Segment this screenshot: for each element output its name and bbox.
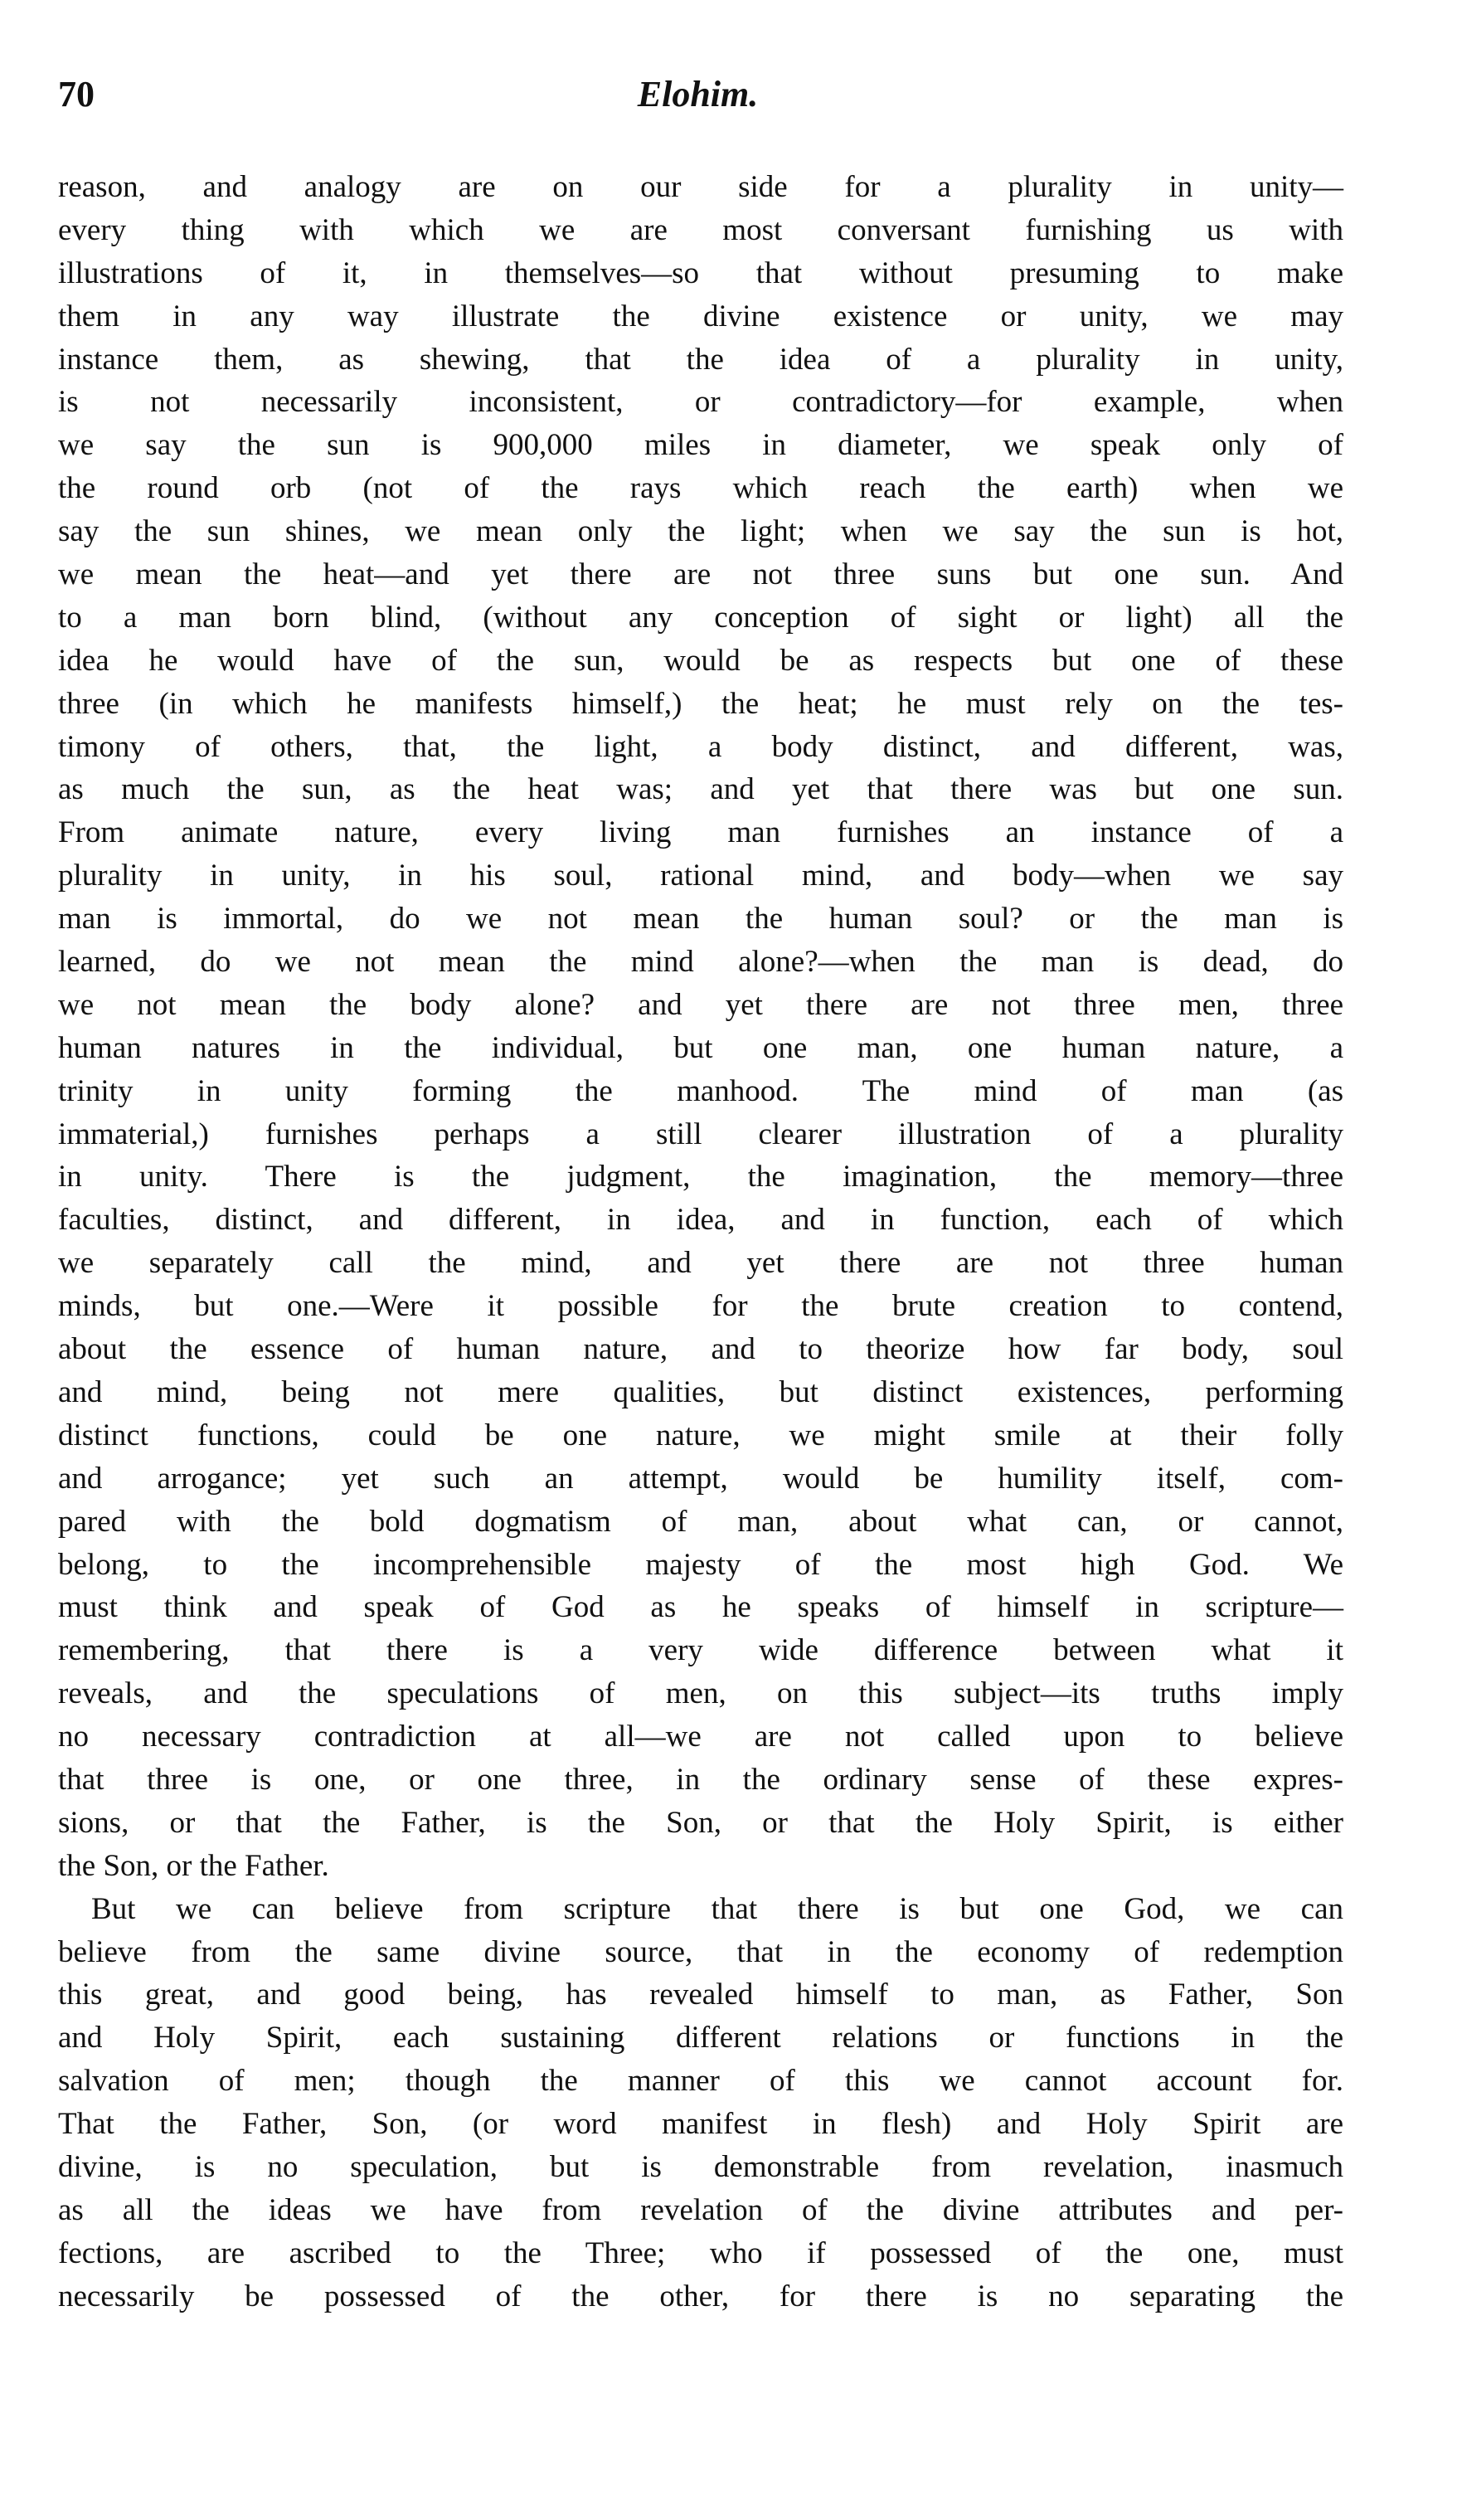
body-text [58,166,1343,2318]
text-line: in unity. There is the judgment, the imagination, the memory—three [58,1160,1343,1194]
text-line: we not mean the body alone? and yet there are not three men, three [58,987,1343,1022]
text-line: about the essence of human nature, and to theorize how far body, soul [58,1332,1343,1367]
text-line: plurality in unity, in his soul, rational mind, and body—when we say [58,859,1343,893]
text-line: every thing with which we are most conversant furnishing us with [58,212,1343,247]
text-line: the Son, or the Father. [58,1848,329,1883]
text-line: them in any way illustrate the divine existence or unity, we may [58,299,1343,333]
text-line: to a man born blind, (without any conception of sight or light) all the [58,600,1343,635]
text-line: That the Father, Son, (or word manifest in flesh) and Holy Spirit are [58,2107,1343,2142]
text-line: we separately call the mind, and yet there are not three human [58,1246,1343,1281]
text-line: the round orb (not of the rays which reach the earth) when we [58,471,1343,506]
text-line: as much the sun, as the heat was; and yet that there was but one sun. [58,772,1343,807]
text-line: we say the sun is 900,000 miles in diameter, we speak only of [58,428,1343,463]
text-line: learned, do we not mean the mind alone?—when the man is dead, do [58,945,1343,980]
text-line: reveals, and the speculations of men, on this subject—its truths imply [58,1676,1343,1711]
text-line: no necessary contradiction at all—we are not called upon to believe [58,1720,1343,1754]
text-line: minds, but one.—Were it possible for the brute creation to contend, [58,1289,1343,1324]
text-line: and mind, being not mere qualities, but distinct existences, performing [58,1374,1343,1409]
text-line: divine, is no speculation, but is demonstrable from revelation, inasmuch [58,2149,1343,2184]
text-line: and arrogance; yet such an attempt, would be humility itself, com- [58,1461,1343,1496]
text-line: believe from the same divine source, that in the economy of redemption [58,1934,1343,1969]
text-line: instance them, as shewing, that the idea of a plurality in unity, [58,342,1343,377]
page-number: 70 [58,74,95,114]
text-line: faculties, distinct, and different, in idea, and in function, each of which [58,1203,1343,1238]
text-line: But we can believe from scripture that there is but one God, we can [91,1891,1343,1926]
text-line: pared with the bold dogmatism of man, about what can, or cannot, [58,1504,1343,1539]
text-line: sions, or that the Father, is the Son, or that the Holy Spirit, is either [58,1805,1343,1840]
text-line: three (in which he manifests himself,) the heat; he must rely on the tes- [58,686,1343,721]
text-line: say the sun shines, we mean only the light; when we say the sun is hot, [58,514,1343,549]
text-line: salvation of men; though the manner of this we cannot account for. [58,2064,1343,2099]
text-line: trinity in unity forming the manhood. The mind of man (as [58,1073,1343,1108]
text-line: must think and speak of God as he speaks of himself in scripture— [58,1590,1343,1625]
text-line: idea he would have of the sun, would be as respects but one of these [58,643,1343,678]
text-line: timony of others, that, the light, a body distinct, and different, was, [58,729,1343,764]
text-line: distinct functions, could be one nature, we might smile at their folly [58,1418,1343,1452]
text-line: illustrations of it, in themselves—so that without presuming to make [58,255,1343,290]
paragraph [58,166,1343,1888]
text-line: necessarily be possessed of the other, for there is no separating the [58,2279,1343,2313]
text-line: reason, and analogy are on our side for a plurality in unity— [58,170,1343,204]
text-line: immaterial,) furnishes perhaps a still clearer illustration of a plurality [58,1116,1343,1151]
paragraph [58,1888,1343,2318]
page-header [58,73,1338,123]
text-line: human natures in the individual, but one man, one human nature, a [58,1030,1343,1065]
text-line: remembering, that there is a very wide difference between what it [58,1633,1343,1668]
text-line: this great, and good being, has revealed himself to man, as Father, Son [58,1978,1343,2012]
text-line: is not necessarily inconsistent, or contradictory—for example, when [58,385,1343,420]
text-line: and Holy Spirit, each sustaining different relations or functions in the [58,2021,1343,2055]
text-line: that three is one, or one three, in the ordinary sense of these expres- [58,1762,1343,1797]
text-line: belong, to the incomprehensible majesty of the most high God. We [58,1547,1343,1582]
text-line: as all the ideas we have from revelation of the divine attributes and per- [58,2192,1343,2227]
running-title: Elohim. [637,74,759,114]
text-line: fections, are ascribed to the Three; who if possessed of the one, must [58,2235,1343,2270]
text-line: we mean the heat—and yet there are not three suns but one sun. And [58,557,1343,592]
text-line: From animate nature, every living man furnishes an instance of a [58,815,1343,850]
text-line: man is immortal, do we not mean the human soul? or the man is [58,902,1343,936]
